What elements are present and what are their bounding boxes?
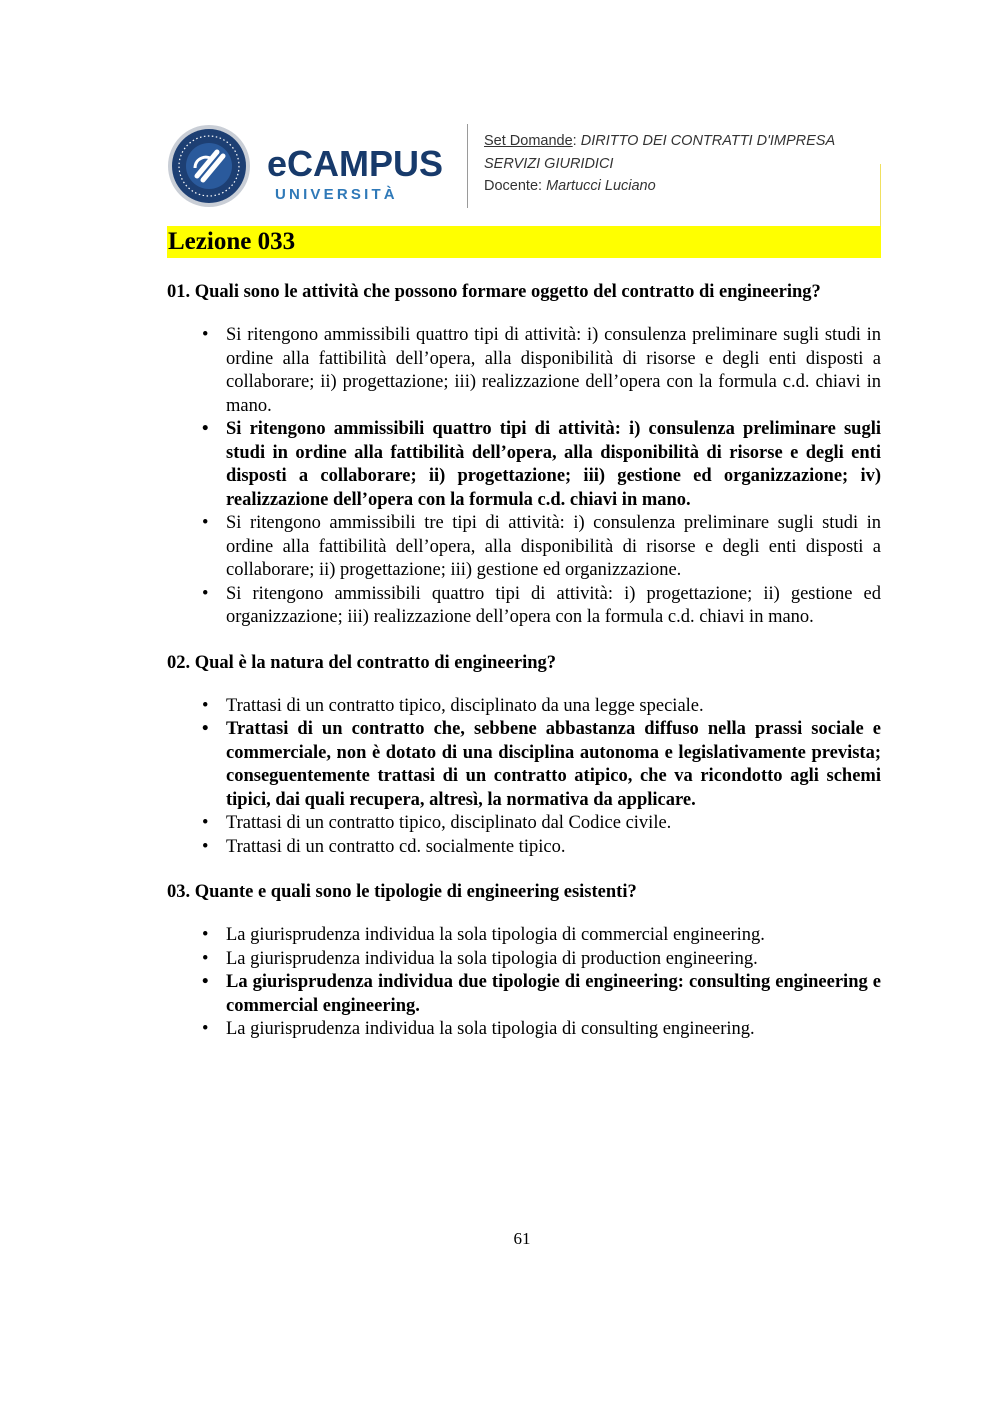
answer-option: • Trattasi di un contratto tipico, disciplinato dal Codice civile.: [226, 812, 881, 836]
answer-option: • La giurisprudenza individua la sola tipologia di commercial engineering.: [226, 924, 881, 948]
question-block: [167, 280, 881, 630]
course-title-line1: DIRITTO DEI CONTRATTI D'IMPRESA: [580, 133, 836, 149]
answer-list: [167, 324, 881, 630]
lesson-title: Lezione 033: [168, 228, 296, 255]
question-text: 01. Quali sono le attività che possono formare oggetto del contratto di engineering?: [167, 282, 821, 302]
answer-list: [167, 695, 881, 860]
answer-option: • Trattasi di un contratto tipico, disciplinato da una legge speciale.: [226, 695, 881, 719]
page-number: 61: [513, 1229, 531, 1248]
answer-option: • Si ritengono ammissibili tre tipi di attività: i) consulenza preliminare sugli studi in ordine alla fattibilità dell’opera, alla disponibilità di risorse e degli enti disposti a collaborare; ii) progettazione; iii) gestione ed organizzazione.: [226, 512, 881, 583]
docente-line: [484, 175, 835, 198]
answer-option: • Si ritengono ammissibili quattro tipi di attività: i) progettazione; ii) gestione ed organizzazione; iii) realizzazione dell’opera con la formula c.d. chiavi in mano.: [226, 583, 881, 630]
document-header: [167, 120, 881, 226]
docente-name: Martucci Luciano: [546, 178, 656, 194]
header-divider: [467, 124, 468, 208]
answer-option-correct: • Si ritengono ammissibili quattro tipi di attività: i) consulenza preliminare sugli studi in ordine alla fattibilità dell’opera, alla disponibilità di risorse e degli enti disposti a collaborare; ii) progettazione; iii) gestione ed organizzazione; iv) realizzazione dell’opera con la formula c.d. chiavi in mano.: [226, 418, 881, 512]
logo-wordmark: eCAMPUS: [267, 143, 444, 184]
question-text: 03. Quante e quali sono le tipologie di engineering esistenti?: [167, 882, 637, 902]
set-domande-separator: :: [572, 133, 581, 149]
lesson-title-bar: [167, 226, 881, 258]
course-title-line2: SERVIZI GIURIDICI: [484, 155, 614, 172]
answer-option: • La giurisprudenza individua la sola tipologia di production engineering.: [226, 948, 881, 972]
set-domande-line: [484, 130, 835, 153]
ecampus-logo: [167, 124, 467, 212]
ecampus-seal-icon: [167, 124, 251, 208]
questions-section: [167, 280, 881, 1063]
docente-label: Docente: [484, 178, 539, 194]
header-right-border: [880, 164, 881, 226]
answer-option: • Si ritengono ammissibili quattro tipi di attività: i) consulenza preliminare sugli studi in ordine alla fattibilità dell’opera, alla disponibilità di risorse e degli enti disposti a collaborare; ii) progettazione; iii) realizzazione dell’opera con la formula c.d. chiavi in mano.: [226, 324, 881, 418]
answer-option: • La giurisprudenza individua la sola tipologia di consulting engineering.: [226, 1018, 881, 1042]
logo-subtitle: UNIVERSITÀ: [275, 186, 398, 203]
answer-option-correct: • La giurisprudenza individua due tipologie di engineering: consulting engineering e commercial engineering.: [226, 971, 881, 1018]
answer-option: • Trattasi di un contratto cd. socialmente tipico.: [226, 836, 881, 860]
answer-list: [167, 924, 881, 1042]
question-text: 02. Qual è la natura del contratto di engineering?: [167, 652, 556, 673]
set-domande-label: Set Domande: [484, 133, 573, 149]
question-block: [167, 880, 881, 1042]
course-info: [484, 130, 835, 198]
docente-separator: :: [538, 178, 547, 194]
question-block: [167, 651, 881, 860]
answer-option-correct: • Trattasi di un contratto che, sebbene abbastanza diffuso nella prassi sociale e commerciale, non è dotato di una disciplina autonoma e legislativamente prevista; conseguentemente trattasi di un contratto atipico, che va ricondotto agli schemi tipici, dai quali recupera, altresì, la normativa da applicare.: [226, 718, 881, 812]
